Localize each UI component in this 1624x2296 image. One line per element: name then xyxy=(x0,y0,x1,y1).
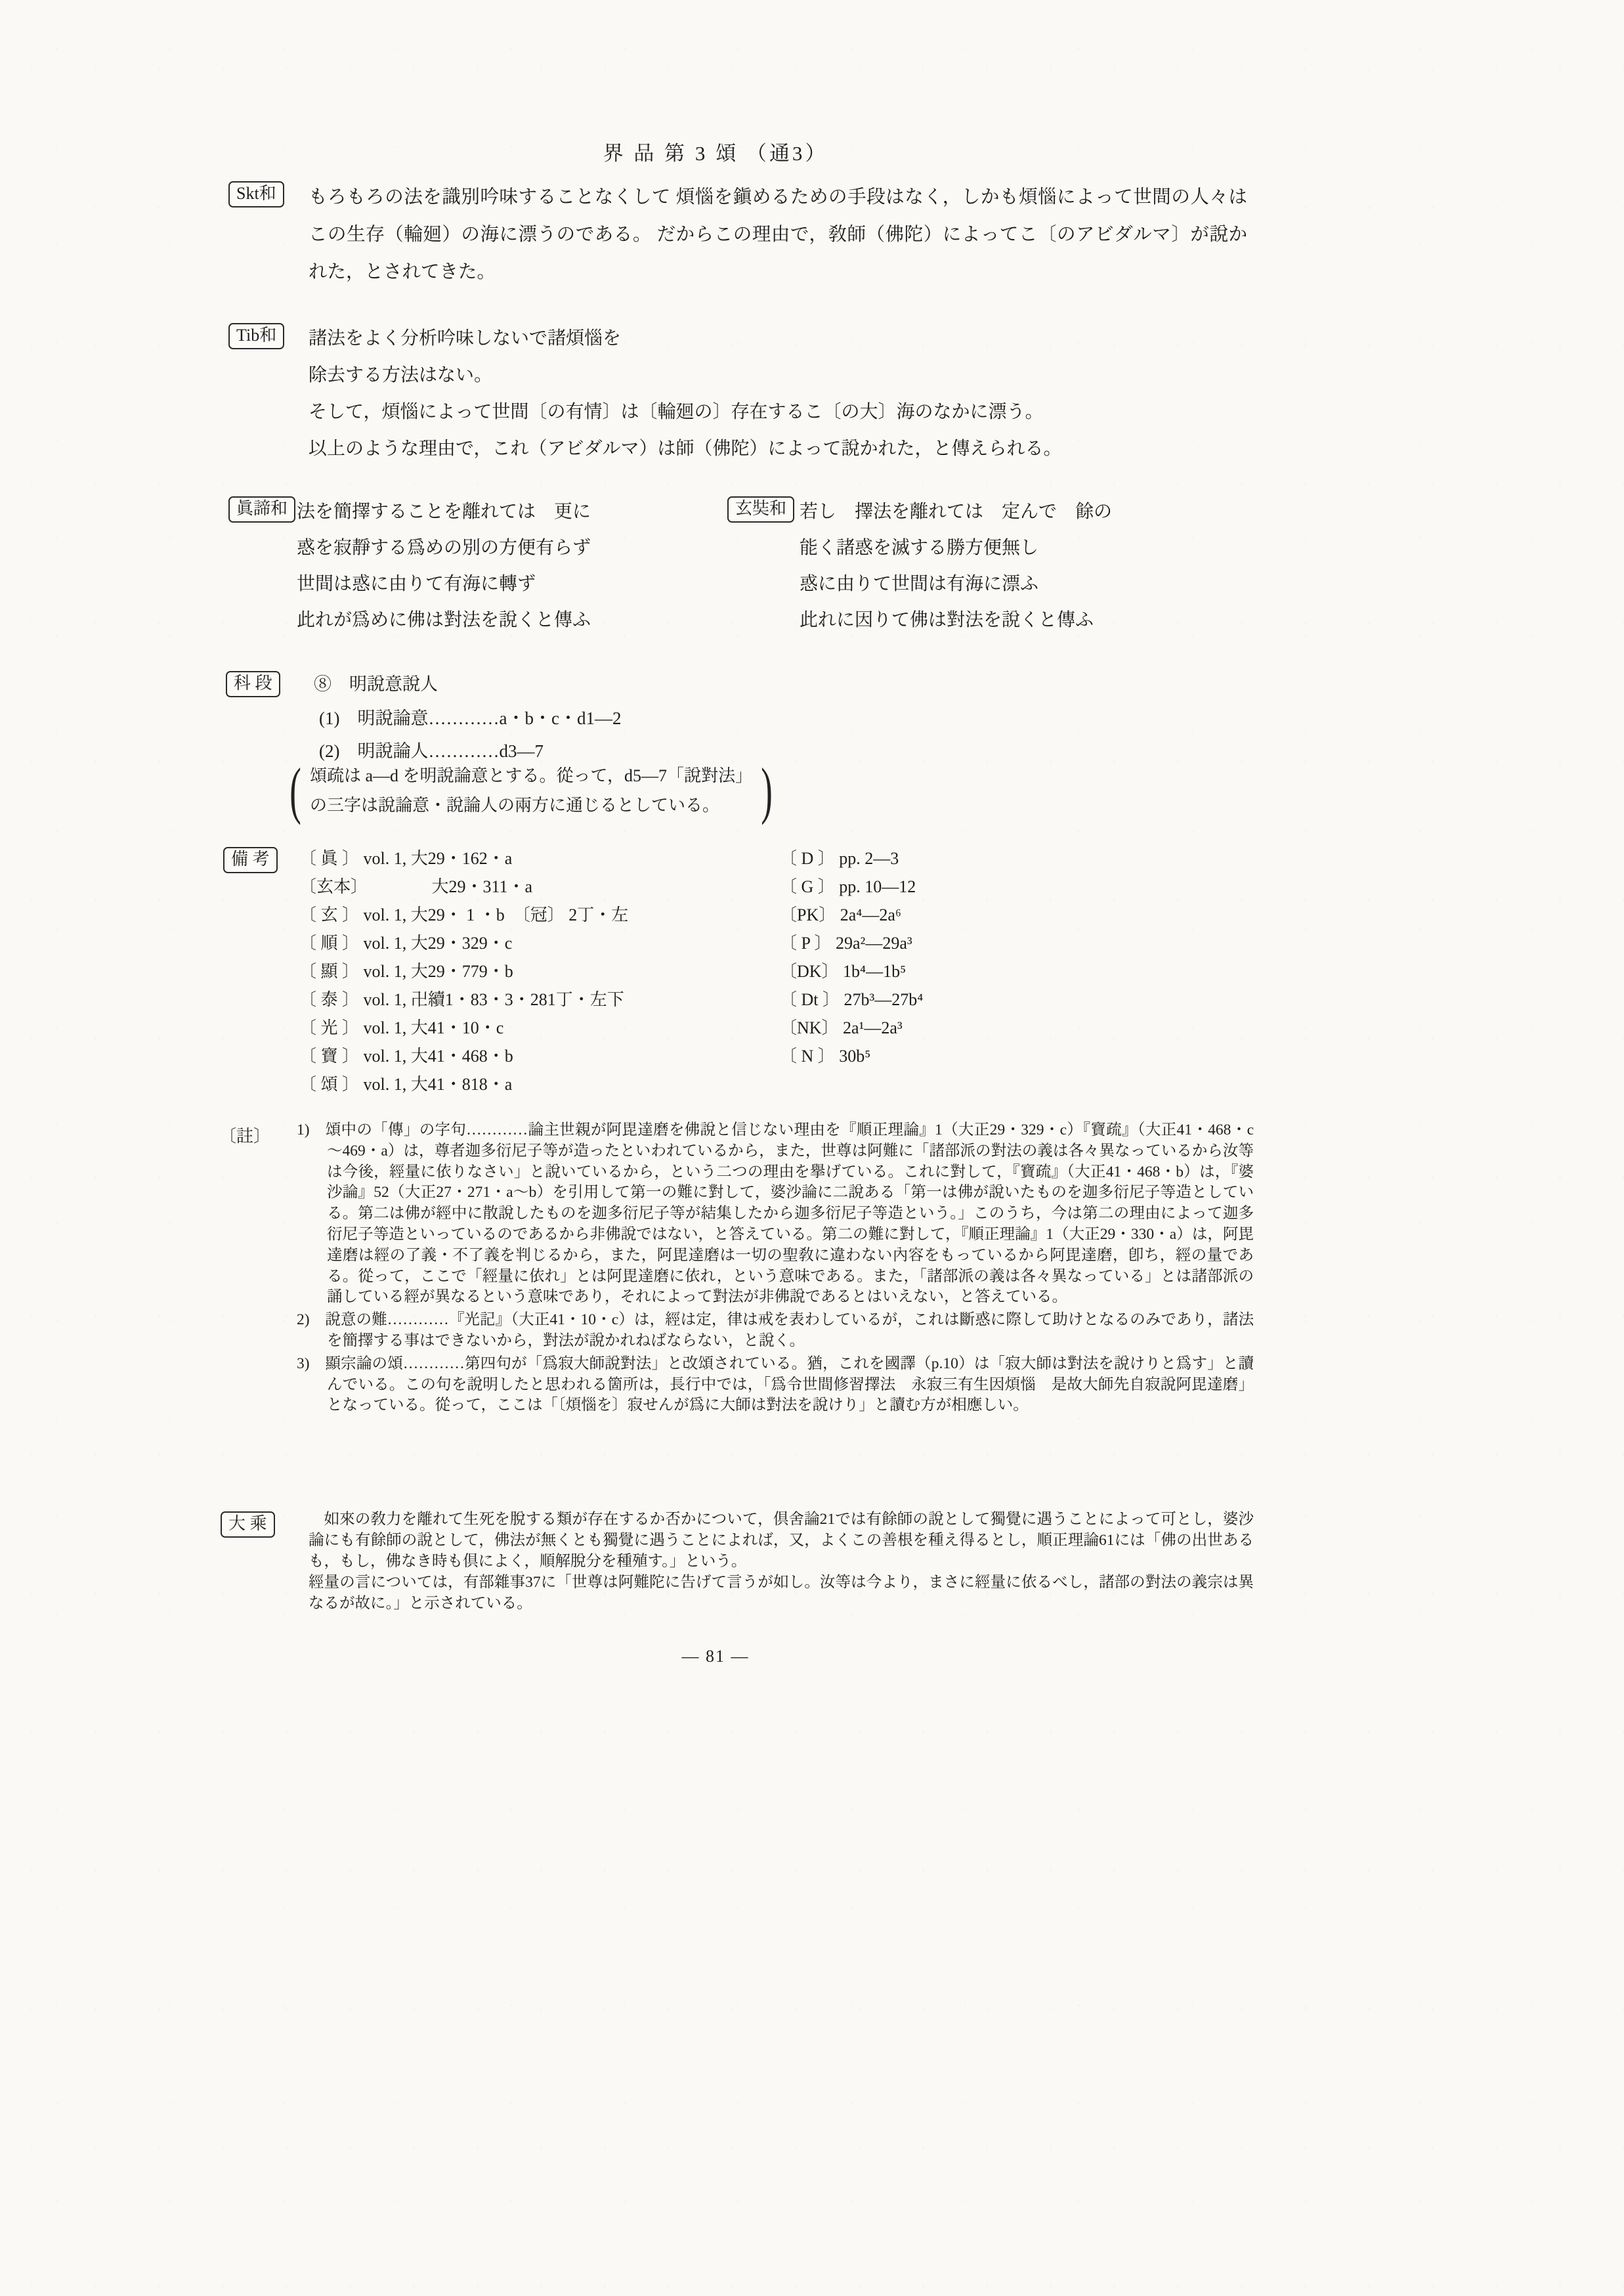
kadan-note-line: 頌疏は a—d を明說論意とする。從って，d5—7「說對法」 xyxy=(309,766,752,785)
section-label-tib: Tib和 xyxy=(228,323,284,349)
biko-row: 〔PK〕 2a⁴—2a⁶ xyxy=(780,905,901,924)
tib-translation-lines xyxy=(309,320,1061,467)
section-label-shindai: 眞諦和 xyxy=(228,496,295,523)
tib-line: 以上のような理由で，これ（アビダルマ）は師（佛陀）によって說かれた，と傳えられる。 xyxy=(309,439,1062,459)
verse-line: 世間は惑に由りて有海に轉ず xyxy=(297,574,536,594)
chu-notes xyxy=(297,1120,1254,1418)
daijo-paragraph-1: 如來の敎力を離れて生死を脫する類が存在するか否かについて，倶舍論21では有餘師の說として獨覺に遇うことによって可とし，婆沙論にも有餘師の說として，佛法が無くとも獨覺に遇うことによれば，又，よくこの善根を種え得るとし，順正理論61には「佛の出世あるも，もし，佛なき時も倶によく，順解脫分を種殖す。」という。 xyxy=(309,1511,1254,1570)
daijo-paragraph-2: 經量の言については，有部雜事37に「世尊は阿難陀に告げて言うが如し。汝等は今より，まさに經量に依るべし，諸部の對法の義宗は異なるが故に。」と示されている。 xyxy=(309,1574,1254,1612)
section-label-chu: 〔註〕 xyxy=(219,1127,271,1146)
verse-line: 若し 擇法を離れては 定んで 餘の xyxy=(800,502,1113,522)
open-paren: ( xyxy=(289,755,301,825)
chu-note-1 xyxy=(297,1120,1254,1308)
note-text: 說意の難…………『光記』（大正41・10・c）は，經は定，律は戒を表わしているが，これは斷惑に際して助けとなるのみであり，諸法を簡擇する事はできないから，對法が說かれねばならない，と說く。 xyxy=(325,1311,1254,1349)
biko-row: 〔 P 〕 29a²—29a³ xyxy=(780,934,912,953)
biko-row: 〔 順 〕 vol. 1, 大29・329・c xyxy=(299,934,513,953)
biko-row: 〔NK〕 2a¹—2a³ xyxy=(780,1018,903,1037)
note-number: 1) xyxy=(297,1121,326,1138)
kadan-note-line: の三字は說論意・說論人の兩方に通じるとしている。 xyxy=(309,796,719,815)
tib-line: そして，煩惱によって世間〔の有情〕は〔輪廻の〕存在するこ〔の大〕海のなかに漂う。 xyxy=(309,402,1044,422)
section-label-biko: 備 考 xyxy=(223,847,278,873)
section-label-daijo: 大 乘 xyxy=(221,1511,275,1538)
note-text: 顯宗論の頌…………第四句が「爲寂大師說對法」と改頌されている。猶，これを國譯（p.10）は「寂大師は對法を說けりと爲す」と讀んでいる。この句を說明したと思われる箇所は，長行中では，「爲令世間修習擇法 永寂三有生因煩惱 是故大師先自寂說阿毘達磨」となっている。從って，ここは「〔煩惱を〕寂せんが爲に大師は對法を說けり」と讀む方が相應しい。 xyxy=(325,1354,1254,1414)
biko-row: 〔 顯 〕 vol. 1, 大29・779・b xyxy=(299,962,513,981)
page-number: — 81 — xyxy=(681,1647,750,1666)
kadan-item-1: (1) 明說論意…………a・b・c・d1—2 xyxy=(319,708,622,728)
tib-line: 除去する方法はない。 xyxy=(309,365,493,385)
biko-row: 〔 G 〕 pp. 10—12 xyxy=(780,877,916,896)
close-paren: ) xyxy=(761,755,773,825)
biko-row: 〔 D 〕 pp. 2—3 xyxy=(780,849,899,868)
shindai-verse xyxy=(297,494,591,638)
verse-line: 法を簡擇することを離れては 更に xyxy=(297,502,591,522)
biko-row: 〔 Dt 〕 27b³—27b⁴ xyxy=(780,990,924,1009)
chu-note-2 xyxy=(297,1310,1254,1352)
section-label-genjo: 玄奘和 xyxy=(727,496,794,523)
chu-note-3 xyxy=(297,1354,1254,1416)
verse-line: 能く諸惑を滅する勝方便無し xyxy=(800,538,1039,558)
note-text: 頌中の「傳」の字句…………論主世親が阿毘達磨を佛說と信じない理由を『順正理論』1（大正29・329・c）『寶疏』（大正41・468・c～469・a）は，尊者迦多衍尼子等が造ったといわれているから，また，世尊は阿難に「諸部派の對法の義は各々異なっているから汝等は今後，經量に依りなさい」と說いているから，という二つの理由を擧げている。これに對して，『寶疏』（大正41・468・b）は，『婆沙論』52（大正27・271・a～b）を引用して第一の難に對して，婆沙論に二說ある「第一は佛が說いたものを迦多衍尼子等造としている。第二は佛が經中に散說したものを迦多衍尼子等が結集したから迦多衍尼子等造という。」このうち，今は第二の理由によって迦多衍尼子等造といっているのであるから非佛說ではない，と答えている。第二の難に對して，『順正理論』1（大正29・330・a）は，阿毘達磨は經の了義・不了義を判じるから，また，阿毘達磨は一切の聖敎に違わない內容をもっているから阿毘達磨，卽ち，經の量である。從って，ここで「經量に依れ」とは阿毘達磨に依れ，という意味である。また，「諸部派の義は各々異なっている」とは諸部派の誦している經が異なるという意味であり，それによって對法が非佛說であるとはいえない，と答えている。 xyxy=(325,1121,1254,1306)
kadan-item-2: (2) 明說論人…………d3—7 xyxy=(319,741,544,761)
daijo-text xyxy=(309,1509,1254,1614)
kadan-note-lines xyxy=(310,761,752,820)
verse-line: 此れが爲めに佛は對法を說くと傳ふ xyxy=(297,610,591,630)
skt-translation-text: もろもろの法を識別吟味することなくして 煩惱を鎭めるための手段はなく，しかも煩惱によって世間の人々はこの生存（輪廻）の海に漂うのである。 だからこの理由で，敎師（佛陀）によってこ〔のアビダルマ〕が說かれた，とされてきた。 xyxy=(309,187,1247,282)
note-number: 2) xyxy=(297,1311,326,1329)
biko-row: 〔玄本〕 大29・311・a xyxy=(299,877,533,896)
verse-line: 惑に由りて世間は有海に漂ふ xyxy=(800,574,1039,594)
note-number: 3) xyxy=(297,1354,326,1372)
biko-left-column xyxy=(299,844,628,1098)
verse-line: 此れに因りて佛は對法を說くと傳ふ xyxy=(800,610,1094,630)
kadan-heading: ⑧ 明說意說人 xyxy=(314,674,438,694)
biko-row: 〔 玄 〕 vol. 1, 大29・ 1 ・b 〔冠〕 2丁・左 xyxy=(299,905,629,924)
page-title: 界 品 第 3 頌 （通3） xyxy=(603,142,828,165)
section-label-skt: Skt和 xyxy=(228,181,284,207)
biko-row: 〔 頌 〕 vol. 1, 大41・818・a xyxy=(299,1075,513,1094)
biko-row: 〔 泰 〕 vol. 1, 卍續1・83・3・281丁・左下 xyxy=(299,990,624,1009)
biko-row: 〔 光 〕 vol. 1, 大41・10・c xyxy=(299,1018,504,1037)
genjo-verse xyxy=(800,494,1112,638)
verse-line: 惑を寂靜する爲めの別の方便有らず xyxy=(297,538,591,558)
biko-right-column xyxy=(780,844,923,1070)
section-label-kadan: 科 段 xyxy=(226,671,280,697)
biko-row: 〔 寶 〕 vol. 1, 大41・468・b xyxy=(299,1047,513,1066)
biko-row: 〔DK〕 1b⁴—1b⁵ xyxy=(780,962,907,981)
biko-row: 〔 眞 〕 vol. 1, 大29・162・a xyxy=(299,849,513,868)
kadan-parenthetical-note xyxy=(285,755,777,825)
tib-line: 諸法をよく分析吟味しないで諸煩惱を xyxy=(309,328,622,349)
biko-row: 〔 N 〕 30b⁵ xyxy=(780,1047,871,1066)
